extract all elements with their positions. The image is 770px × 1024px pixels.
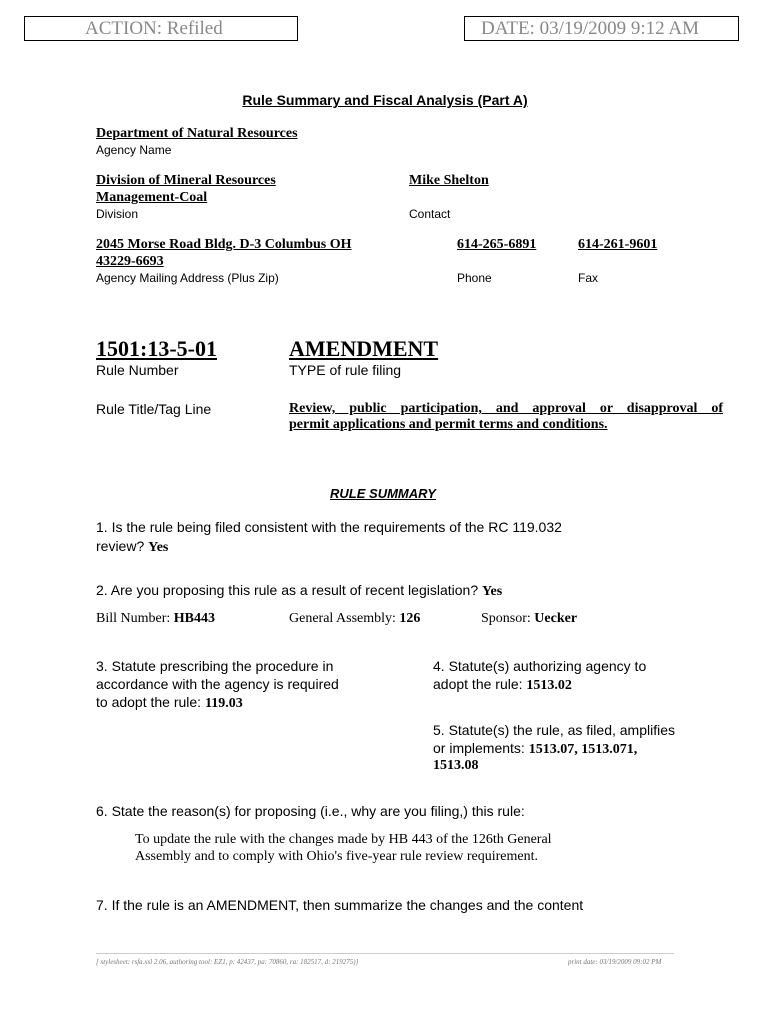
rule-number-value: 1501:13-5-01 (96, 336, 217, 361)
contact-value: Mike Shelton (409, 173, 489, 188)
bill-number-label: Bill Number: (96, 611, 171, 626)
general-assembly-value: 126 (399, 611, 421, 626)
action-text: ACTION: Refiled (85, 18, 223, 39)
footer-stylesheet-info: [ stylesheet: rsfa.xsl 2.06, authoring tool: EZ1, p: 42437, pa: 70860, ra: 182517, d: 219275)] (96, 958, 359, 966)
address-label: Agency Mailing Address (Plus Zip) (96, 271, 279, 285)
date-text: DATE: 03/19/2009 9:12 AM (481, 18, 699, 39)
date-box (464, 16, 739, 41)
agency-name-label: Agency Name (96, 143, 172, 157)
fax-label: Fax (578, 271, 599, 285)
q3-line1: 3. Statute prescribing the procedure in (96, 658, 334, 674)
phone-value: 614-265-6891 (457, 237, 537, 252)
q5-line2 (433, 739, 637, 759)
q6-text: 6. State the reason(s) for proposing (i.e., why are you filing,) this rule: (96, 803, 525, 819)
rule-summary-heading: RULE SUMMARY (330, 486, 436, 501)
action-box (24, 16, 298, 41)
address-value-line1: 2045 Morse Road Bldg. D-3 Columbus OH (96, 237, 352, 252)
q1-answer: Yes (148, 540, 169, 555)
q2-text: 2. Are you proposing this rule as a result of recent legislation? (96, 582, 479, 598)
agency-name-value: Department of Natural Resources (96, 126, 298, 141)
footer-divider (96, 953, 674, 954)
sponsor (481, 611, 577, 627)
sponsor-value: Uecker (534, 611, 578, 626)
general-assembly-label: General Assembly: (289, 611, 396, 626)
q6-answer-line1: To update the rule with the changes made by HB 443 of the 126th General (135, 832, 552, 847)
rule-title-label: Rule Title/Tag Line (96, 401, 212, 417)
address-value-line2: 43229-6693 (96, 254, 164, 269)
q1-line2 (96, 537, 168, 557)
q4-answer: 1513.02 (526, 678, 572, 693)
q3-line2: accordance with the agency is required (96, 676, 339, 692)
bill-number-value: HB443 (173, 611, 216, 626)
general-assembly (289, 611, 420, 627)
q3-text: to adopt the rule: (96, 694, 202, 710)
q2-line (96, 581, 502, 601)
division-value-line1: Division of Mineral Resources (96, 173, 276, 188)
q3-line3 (96, 693, 243, 713)
page-title: Rule Summary and Fiscal Analysis (Part A) (242, 92, 528, 108)
phone-label: Phone (457, 271, 492, 285)
q4-text: adopt the rule: (433, 676, 523, 692)
rule-number-label: Rule Number (96, 362, 179, 378)
q5-answer-line1: 1513.07, 1513.071, (528, 742, 638, 757)
q6-answer-line2: Assembly and to comply with Ohio's five-year rule review requirement. (135, 849, 538, 864)
bill-number (96, 611, 215, 627)
q5-answer-line2: 1513.08 (433, 758, 479, 773)
q1-line1: 1. Is the rule being filed consistent with the requirements of the RC 119.032 (96, 519, 562, 535)
q1-text: review? (96, 538, 145, 554)
q2-answer: Yes (482, 584, 503, 599)
q7-text: 7. If the rule is an AMENDMENT, then summarize the changes and the content (96, 897, 584, 913)
rule-title-line2: permit applications and permit terms and conditions. (289, 417, 608, 432)
contact-label: Contact (409, 207, 451, 221)
rule-type-label: TYPE of rule filing (289, 362, 402, 378)
q4-line1: 4. Statute(s) authorizing agency to (433, 658, 647, 674)
rule-type-value: AMENDMENT (289, 336, 439, 361)
division-label: Division (96, 207, 139, 221)
footer-print-date: print date: 03/19/2009 09:02 PM (568, 958, 662, 966)
fax-value: 614-261-9601 (578, 237, 658, 252)
rule-title-line1: Review, public participation, and approval or disapproval of (289, 401, 723, 416)
q5-text: or implements: (433, 740, 525, 756)
division-value-line2: Management-Coal (96, 190, 208, 205)
sponsor-label: Sponsor: (481, 611, 531, 626)
q3-answer: 119.03 (204, 696, 243, 711)
q4-line2 (433, 675, 572, 695)
q5-line1: 5. Statute(s) the rule, as filed, amplifies (433, 722, 675, 738)
